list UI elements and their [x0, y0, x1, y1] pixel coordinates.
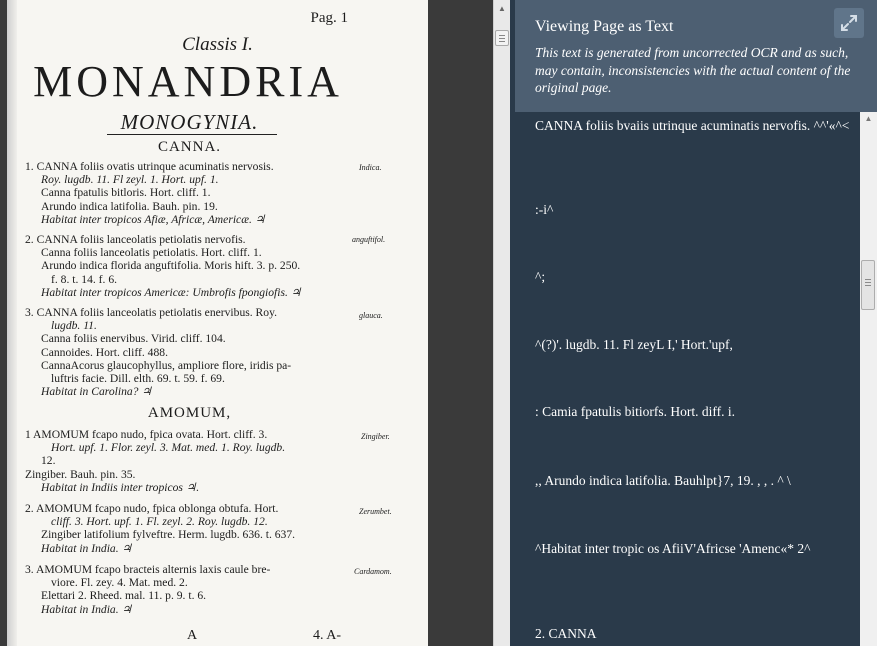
entry-line: Habitat inter tropicos Americæ: Umbrofis fpongiofis. ♃: [41, 285, 302, 299]
side-note: Zerumbet.: [359, 507, 392, 516]
entry-line: Canna foliis lanceolatis petiolatis. Hort. cliff. 1.: [41, 246, 262, 260]
side-note: Indica.: [359, 163, 382, 172]
expand-arrows-icon: [839, 13, 859, 33]
side-note: glauca.: [359, 311, 383, 320]
entry-line: CannaAcorus glaucophyllus, ampliore flore, iridis pa-: [41, 358, 292, 372]
page-number: Pag. 1: [310, 10, 348, 26]
panel-scrollbar[interactable]: [860, 112, 877, 646]
classis-heading: Classis I.: [182, 34, 253, 55]
entry-line: Arundo indica latifolia. Bauh. pin. 19.: [41, 199, 218, 213]
scroll-up-arrow-icon[interactable]: ▲: [864, 114, 873, 123]
canna-entry-3: [25, 306, 355, 398]
entry-line: Arundo indica florida anguftifolia. Moris hift. 3. p. 250.: [41, 259, 301, 273]
expand-button[interactable]: [834, 8, 864, 38]
entry-line: Cannoides. Hort. cliff. 488.: [41, 345, 168, 359]
ocr-line: ^;: [535, 269, 546, 284]
subtitle-rule: [107, 134, 277, 135]
ocr-line: ^Habitat inter tropic os AfiiV'Africse 'Amenc«* 2^: [535, 541, 811, 556]
entry-line: cliff. 3. Hort. upf. 1. Fl. zeyl. 2. Roy. lugdb. 12.: [51, 515, 268, 529]
side-note: anguftifol.: [352, 235, 386, 244]
scanned-page: [7, 0, 428, 646]
entry-line: Habitat in Carolina? ♃: [41, 385, 152, 399]
entry-line: lugdb. 11.: [51, 319, 97, 333]
scroll-up-arrow-icon[interactable]: ▲: [498, 4, 506, 13]
entry-line: Habitat inter tropicos Afiæ, Africæ, Americæ. ♃: [41, 212, 266, 226]
entry-line: luftris facie. Dill. elth. 69. t. 59. f. 69.: [51, 372, 225, 386]
entry-line: Habitat in India. ♃: [41, 541, 132, 555]
canna-entry-1: [25, 160, 355, 226]
entry-line: 3. AMOMUM fcapo bracteis alternis laxis caule bre-: [25, 563, 271, 576]
page-subtitle: MONOGYNIA.: [120, 110, 259, 134]
entry-line: f. 8. t. 14. f. 6.: [51, 272, 118, 286]
page-title: MONANDRIA: [33, 57, 343, 106]
page-edge-shadow: [7, 0, 17, 646]
genus-heading-canna: CANNA.: [157, 139, 222, 155]
entry-line: Canna foliis enervibus. Virid. cliff. 104.: [41, 332, 226, 346]
entry-line: 2. AMOMUM fcapo nudo, fpica oblonga obtufa. Hort.: [25, 502, 279, 515]
panel-header: [515, 0, 877, 112]
entry-line: viore. Fl. zey. 4. Mat. med. 2.: [51, 576, 188, 590]
side-note: Cardamom.: [354, 567, 392, 576]
ocr-line: CANNA foliis bvaiis utrinque acuminatis nervofis. ^^'«^<: [535, 118, 850, 133]
entry-line: Hort. upf. 1. Flor. zeyl. 3. Mat. med. 1. Roy. lugdb.: [51, 441, 286, 455]
panel-scroll-thumb[interactable]: [861, 260, 875, 310]
entry-line: Habitat in India. ♃: [41, 602, 132, 616]
entry-line: Zingiber. Bauh. pin. 35.: [25, 467, 136, 481]
page-scrollbar[interactable]: [493, 0, 510, 646]
canna-entry-2: [25, 233, 355, 299]
signature-mark: A: [187, 628, 198, 643]
entry-line: 2. CANNA foliis lanceolatis petiolatis nervofis.: [25, 233, 246, 246]
catchword: 4. A-: [313, 628, 341, 643]
page-scroll-thumb[interactable]: [495, 30, 509, 46]
ocr-text-panel: [510, 0, 877, 646]
amomum-entry-1: [25, 428, 355, 494]
entry-line: 3. CANNA foliis lanceolatis petiolatis enervibus. Roy.: [25, 306, 278, 319]
entry-line: 12.: [41, 454, 56, 468]
ocr-line: 2. CANNA: [535, 626, 597, 641]
entry-line: Canna fpatulis bitloris. Hort. cliff. 1.: [41, 186, 211, 200]
amomum-entry-3: [25, 563, 355, 616]
entry-line: 1. CANNA foliis ovatis utrinque acuminatis nervosis.: [25, 160, 274, 173]
panel-title: Viewing Page as Text: [535, 18, 674, 35]
amomum-entry-2: [25, 502, 355, 555]
ocr-line: : Camia fpatulis bitiorfs. Hort. diff. i.: [535, 404, 735, 419]
entry-line: 1 AMOMUM fcapo nudo, fpica ovata. Hort. cliff. 3.: [25, 428, 268, 441]
entry-line: Habitat in Indiis inter tropicos ♃.: [41, 480, 200, 494]
entry-line: Zingiber latifolium fylveftre. Herm. lugdb. 636. t. 637.: [41, 528, 296, 542]
entry-line: Roy. lugdb. 11. Fl zeyl. 1. Hort. upf. 1.: [41, 173, 219, 187]
ocr-line: :-i^: [535, 202, 554, 217]
entry-line: Elettari 2. Rheed. mal. 11. p. 9. t. 6.: [41, 589, 207, 603]
ocr-line: ,, Arundo indica latifolia. Bauhlpt}7, 19. , , . ^ \: [535, 473, 791, 488]
genus-heading-amomum: AMOMUM,: [147, 405, 232, 421]
side-note: Zingiber.: [361, 432, 390, 441]
ocr-disclaimer: This text is generated from uncorrected OCR and as such, may contain, inconsistencies with the actual content of the original page.: [535, 45, 851, 95]
ocr-line: ^(?)'. lugdb. 11. Fl zeyL I,' Hort.'upf,: [535, 337, 733, 352]
